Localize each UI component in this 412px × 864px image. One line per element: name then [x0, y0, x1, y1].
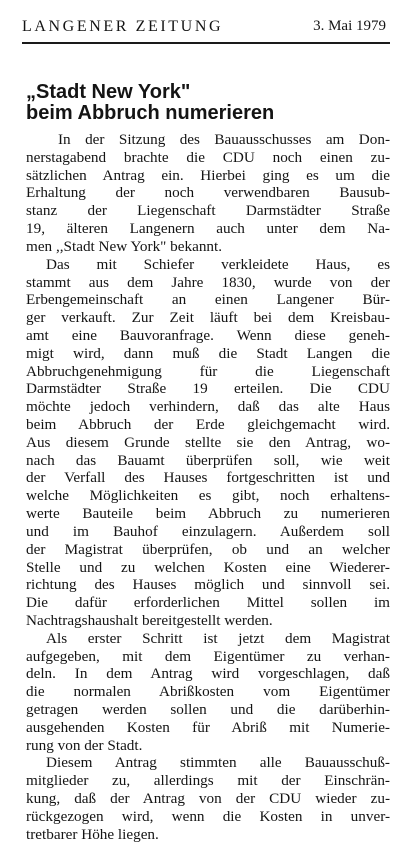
article-paragraph	[26, 754, 390, 843]
text-line: tretbarer Höhe liegen.	[26, 825, 159, 843]
text-line: 19, älteren Langenern auch unter dem Na-	[26, 220, 390, 238]
text-line: welche Möglichkeiten es gibt, noch erhaltens-	[26, 487, 390, 505]
issue-date: 3. Mai 1979	[313, 18, 386, 34]
text-line: Abbruchgenehmigung für die Liegenschaft	[26, 362, 390, 380]
newspaper-name: LANGENER ZEITUNG	[22, 18, 224, 35]
text-line: stanz der Liegenschaft Darmstädter Straße	[26, 202, 390, 220]
article-body	[26, 131, 390, 844]
article-paragraph	[26, 131, 390, 256]
text-line: Aus diesem Grunde stellte sie den Antrag, wo-	[26, 433, 390, 451]
text-line: rückgezogen wird, wenn die Kosten in unver-	[26, 807, 390, 825]
text-line: der Verfall des Hauses fortgeschritten ist und	[26, 469, 390, 487]
text-line: rung von der Stadt.	[26, 736, 143, 754]
text-line: getragen werden sollen und die darüberhin-	[26, 701, 390, 718]
headline-line: beim Abbruch numerieren	[26, 102, 275, 124]
article-paragraph	[26, 630, 390, 755]
text-line: Diesem Antrag stimmten alle Bauausschuß-	[46, 754, 390, 772]
headline-line: „Stadt New York"	[26, 81, 191, 103]
text-line: nerstagabend brachte die CDU noch einen zu-	[26, 148, 390, 166]
text-line: In der Sitzung des Bauausschusses am Don-	[58, 131, 390, 148]
text-line: mitglieder zu, allerdings mit der Einschrän-	[26, 772, 390, 790]
text-line: nach das Bauamt überprüfen soll, wie weit	[26, 451, 390, 469]
text-line: werte Bauteile beim Abbruch zu numerieren	[26, 505, 390, 523]
text-line: aufgegeben, mit dem Eigentümer zu verhan-	[26, 647, 390, 665]
text-line: die normalen Abrißkosten vom Eigentümer	[26, 683, 390, 701]
text-line: Als erster Schritt ist jetzt dem Magistrat	[46, 629, 390, 647]
text-line: ausgehenden Kosten für Abriß mit Numerie-	[26, 718, 390, 736]
text-line: kung, daß der Antrag von der CDU wieder zu-	[26, 790, 390, 808]
text-line: sätzlichen Antrag ein. Hierbei ging es um die	[26, 166, 390, 184]
text-line: der Magistrat überprüfen, ob und an welcher	[26, 540, 390, 558]
text-line: Erhaltung der noch verwendbaren Bausub-	[26, 184, 390, 202]
text-line: beim Abbruch der Erde gleichgemacht wird.	[26, 416, 390, 433]
article-paragraph	[26, 256, 390, 630]
masthead	[22, 12, 390, 44]
text-line: stammt aus dem Jahre 1830, wurde von der	[26, 273, 390, 291]
text-line: richtung des Hauses möglich und sinnvoll sei.	[26, 576, 390, 594]
text-line: men ,,Stadt New York" bekannt.	[26, 237, 223, 255]
text-line: amt eine Bauvoranfrage. Wenn diese geneh-	[26, 326, 390, 344]
text-line: Nachtragshaushalt bereitgestellt werden.	[26, 611, 273, 629]
text-line: und im Bauhof einzulagern. Außerdem soll	[26, 522, 390, 540]
text-line: möchte jedoch verhindern, daß das alte Haus	[26, 398, 390, 416]
text-line: Erbengemeinschaft an einen Langener Bür-	[26, 291, 390, 309]
text-line: deln. In dem Antrag wird vorgeschlagen, daß	[26, 665, 390, 683]
article-headline	[26, 82, 386, 124]
text-line: Die dafür erforderlichen Mittel sollen im	[26, 594, 390, 612]
text-line: Das mit Schiefer verkleidete Haus, es	[46, 255, 390, 273]
text-line: ger verkauft. Zur Zeit läuft bei dem Kreisbau-	[26, 309, 390, 327]
text-line: Stelle und zu welchen Kosten eine Wiederer-	[26, 558, 390, 576]
text-line: migt wird, dann muß die Stadt Langen die	[26, 344, 390, 362]
text-line: Darmstädter Straße 19 erteilen. Die CDU	[26, 380, 390, 398]
